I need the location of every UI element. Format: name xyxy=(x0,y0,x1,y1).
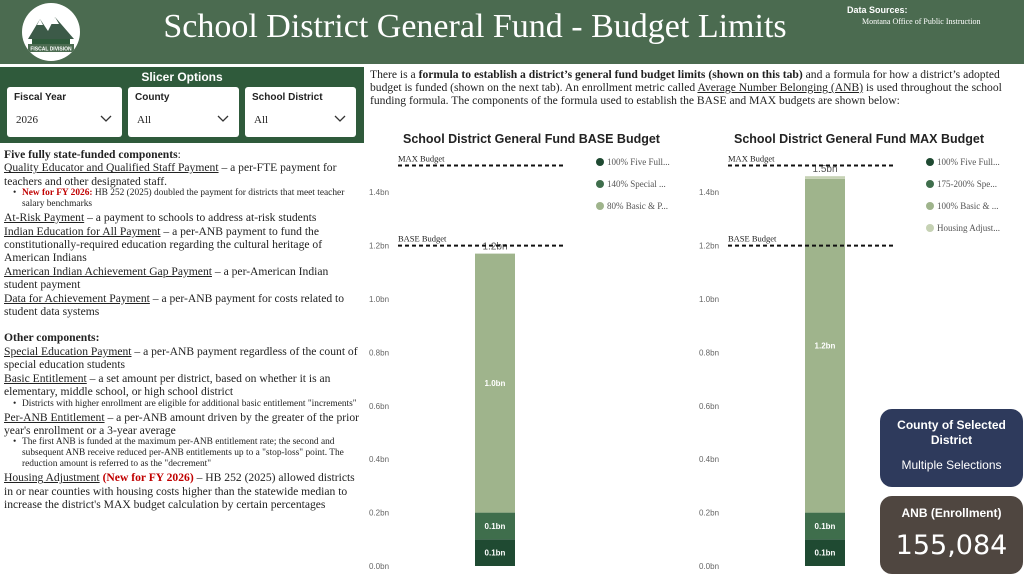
county-card-value: Multiple Selections xyxy=(901,458,1002,472)
max-segment-label: 1.2bn xyxy=(814,341,836,351)
anb-card-title: ANB (Enrollment) xyxy=(901,506,1002,520)
anb-card xyxy=(880,496,1023,574)
housing-adjustment-item: Housing Adjustment (New for FY 2026) – HB 252 (2025) allowed districts in or near counties with housing costs higher than the statewide median to increase the district's MAX budget calculation by certain percentages xyxy=(4,471,355,512)
slicer-panel-title: Slicer Options xyxy=(141,70,223,84)
max-segment-label: 0.1bn xyxy=(814,548,836,558)
max-reference-label: MAX Budget xyxy=(728,153,775,164)
school-district-slicer[interactable] xyxy=(245,87,356,137)
chevron-down-icon[interactable] xyxy=(334,113,346,123)
base-segment-label: 0.1bn xyxy=(484,521,506,531)
max-y-tick: 0.2bn xyxy=(699,508,720,518)
county-value[interactable]: All xyxy=(137,114,152,126)
county-card-title: County of Selected District xyxy=(897,418,1006,447)
base-legend-marker xyxy=(596,180,604,188)
max-legend-marker xyxy=(926,180,934,188)
data-achievement-item: Data for Achievement Payment – a per-ANB payment for costs related to student data systems xyxy=(4,291,345,319)
base-reference-label: BASE Budget xyxy=(398,233,447,244)
max-total-label: 1.5bn xyxy=(812,164,838,176)
quality-educator-item: Quality Educator and Qualified Staff Payment – a per-FTE payment for teachers and other designated staff. xyxy=(4,161,337,188)
max-y-tick: 0.6bn xyxy=(699,401,720,411)
base-y-tick: 0.4bn xyxy=(369,455,390,465)
school-district-label: School District xyxy=(252,92,323,103)
special-education-link[interactable]: Special Education Payment xyxy=(4,344,132,358)
max-y-tick: 1.4bn xyxy=(699,188,720,198)
county-label: County xyxy=(135,92,170,103)
county-slicer[interactable] xyxy=(128,87,239,137)
intro-paragraph: There is a formula to establish a district’s general fund budget limits (shown on this tab) and a formula for how a district’s adopted budget is funded (shown on the next tab). An enrollment metric called Average Number Belonging (ANB) is used throughout the school funding formula. The components of the formula used to establish the BASE and MAX budgets are shown below: xyxy=(370,68,1002,107)
base-chart-title: School District General Fund BASE Budget xyxy=(403,132,660,146)
anb-link[interactable]: Average Number Belonging (ANB) xyxy=(697,80,864,94)
base-legend-label[interactable]: 100% Five Full... xyxy=(607,157,670,167)
data-sources-value: Montana Office of Public Instruction xyxy=(862,17,981,26)
school-district-value[interactable]: All xyxy=(254,114,269,126)
max-legend-marker xyxy=(926,202,934,210)
five-components-heading: Five fully state-funded components: xyxy=(4,148,181,161)
max-legend-label[interactable]: 100% Basic & ... xyxy=(937,201,999,211)
basic-entitlement-link[interactable]: Basic Entitlement xyxy=(4,371,87,385)
data-sources-label: Data Sources: xyxy=(847,5,908,15)
per-anb-link[interactable]: Per-ANB Entitlement xyxy=(4,410,105,424)
max-chart-title: School District General Fund MAX Budget xyxy=(734,132,985,146)
data-achievement-link[interactable]: Data for Achievement Payment xyxy=(4,291,150,305)
county-card xyxy=(880,409,1023,487)
max-legend-label[interactable]: 175-200% Spe... xyxy=(937,179,997,189)
slicer-panel xyxy=(0,67,364,143)
base-legend-marker xyxy=(596,158,604,166)
base-budget-chart xyxy=(366,150,696,574)
max-legend-label[interactable]: 100% Five Full... xyxy=(937,157,1000,167)
max-y-tick: 0.8bn xyxy=(699,348,720,358)
max-y-tick: 0.4bn xyxy=(699,455,720,465)
base-y-tick: 1.0bn xyxy=(369,295,390,304)
base-segment-label: 1.0bn xyxy=(484,379,506,389)
quality-educator-link[interactable]: Quality Educator and Qualified Staff Payment xyxy=(4,161,219,175)
per-anb-item: Per-ANB Entitlement – a per-ANB amount driven by the greater of the prior year's enrollment or a 3-year average xyxy=(4,410,359,437)
at-risk-item: At-Risk Payment – a payment to schools to address at-risk students xyxy=(4,211,317,225)
base-y-tick: 0.8bn xyxy=(369,348,390,358)
max-bar-segment[interactable] xyxy=(805,176,845,179)
max-legend-marker xyxy=(926,224,934,232)
header-bar xyxy=(0,0,1024,64)
base-legend-marker xyxy=(596,202,604,210)
mountain-logo-icon xyxy=(22,3,80,61)
base-segment-label: 0.1bn xyxy=(484,548,506,558)
base-total-label: 1.2bn xyxy=(482,241,508,253)
max-legend-label[interactable]: Housing Adjust... xyxy=(937,223,1001,233)
components-description xyxy=(4,148,362,512)
max-reference-label: BASE Budget xyxy=(728,233,777,244)
fiscal-year-label: Fiscal Year xyxy=(14,92,67,103)
fiscal-division-logo xyxy=(22,3,80,61)
housing-adjustment-link[interactable]: Housing Adjustment xyxy=(4,471,100,485)
max-y-tick: 0.0bn xyxy=(699,562,720,571)
basic-entitlement-note: • Districts with higher enrollment are eligible for additional basic entitlement "increments" xyxy=(4,399,362,410)
base-y-tick: 1.4bn xyxy=(369,188,390,198)
page-title: School District General Fund - Budget Limits xyxy=(163,8,787,45)
quality-educator-note: • New for FY 2026: HB 252 (2025) doubled the payment for districts that meet teacher salary benchmarks xyxy=(4,188,362,210)
max-legend-marker xyxy=(926,158,934,166)
base-y-tick: 1.2bn xyxy=(369,241,390,251)
chevron-down-icon[interactable] xyxy=(217,113,229,123)
special-education-item: Special Education Payment – a per-ANB payment regardless of the count of special education students xyxy=(4,344,358,372)
max-y-tick: 1.0bn xyxy=(699,295,720,304)
per-anb-note: • The first ANB is funded at the maximum per-ANB entitlement rate; the second and subsequent ANB receive reduced per-ANB entitlements up to a "stop-loss" point. The reduction amount is referred to as the "decrement" xyxy=(4,437,362,470)
achievement-gap-link[interactable]: American Indian Achievement Gap Payment xyxy=(4,264,212,278)
base-legend-label[interactable]: 80% Basic & P... xyxy=(607,201,669,211)
base-legend-label[interactable]: 140% Special ... xyxy=(607,179,666,189)
base-y-tick: 0.0bn xyxy=(369,562,390,571)
max-y-tick: 1.2bn xyxy=(699,241,720,251)
basic-entitlement-item: Basic Entitlement – a set amount per district, based on whether it is an elementary, middle school, or high school district xyxy=(4,371,331,399)
fiscal-year-value[interactable]: 2026 xyxy=(16,114,38,126)
at-risk-link[interactable]: At-Risk Payment xyxy=(4,211,85,225)
achievement-gap-item: American Indian Achievement Gap Payment – a per-American Indian student payment xyxy=(4,264,329,292)
other-components-heading: Other components: xyxy=(4,331,100,345)
base-y-tick: 0.6bn xyxy=(369,401,390,411)
chevron-down-icon[interactable] xyxy=(100,113,112,123)
anb-card-value: 155,084 xyxy=(895,530,1008,561)
base-y-tick: 0.2bn xyxy=(369,508,390,518)
fiscal-year-slicer[interactable] xyxy=(7,87,122,137)
max-segment-label: 0.1bn xyxy=(814,521,836,531)
indian-education-link[interactable]: Indian Education for All Payment xyxy=(4,224,161,238)
base-reference-label: MAX Budget xyxy=(398,153,445,164)
logo-text: FISCAL DIVISION xyxy=(30,46,72,53)
indian-education-item: Indian Education for All Payment – a per-ANB payment to fund the constitutionally-required education regarding the cultural heritage of American Indians xyxy=(4,224,323,265)
